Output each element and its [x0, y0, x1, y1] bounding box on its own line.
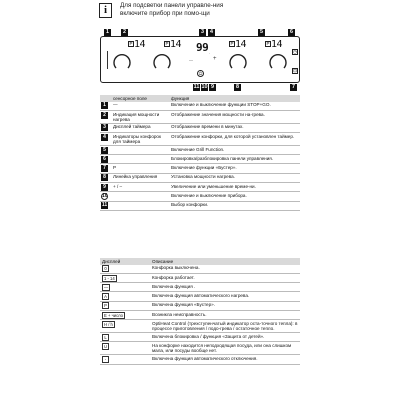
display-symbol-cell: [100, 310, 150, 319]
sensor-field-cell: Индикация мощности нагрева: [111, 110, 169, 123]
function-cell: Включение Grill Function.: [169, 145, 300, 154]
display-symbol: 0: [102, 265, 109, 272]
display-symbol-cell: [100, 333, 150, 342]
power-icon[interactable]: ⏻: [198, 71, 203, 76]
display-symbol: -: [102, 356, 109, 363]
booster-icon[interactable]: P: [266, 41, 270, 46]
number-badge: 1: [101, 102, 108, 109]
description-cell: Конфорка работает.: [150, 273, 300, 282]
display-symbol: L: [102, 334, 109, 341]
cooking-zone-slider-1[interactable]: [112, 52, 132, 72]
table-row: [100, 342, 300, 355]
display-symbol-cell: [100, 355, 150, 364]
timer-plus-button[interactable]: +: [213, 56, 217, 62]
function-cell: Включение и выключение функции STOP+GO.: [169, 102, 300, 111]
description-cell: Включена блокировка / функция «Защита от детей».: [150, 333, 300, 342]
booster-icon[interactable]: P: [129, 41, 133, 46]
number-badge: 5: [101, 147, 108, 154]
table-row: [100, 201, 300, 210]
number-badge: 2: [101, 112, 108, 119]
table-row: [100, 301, 300, 310]
table-row: [100, 192, 300, 201]
display-symbol-cell: [100, 292, 150, 301]
display-symbol-cell: [100, 273, 150, 282]
sensor-field-cell: [111, 201, 169, 210]
cooking-zone-slider-2[interactable]: [152, 52, 172, 72]
callout-3: 3: [201, 29, 204, 35]
display-symbol: 1 - 14: [104, 275, 115, 281]
number-badge: 7: [101, 165, 108, 172]
display-symbol: P: [102, 302, 109, 309]
timer-dot: .: [209, 50, 211, 55]
stop-go-field: [107, 51, 108, 69]
display-symbol-cell: [100, 283, 150, 292]
display-symbol-cell: [100, 320, 150, 333]
function-cell: Выбор конфорки.: [169, 201, 300, 210]
callout-1: 1: [106, 29, 109, 35]
row-number-cell: [100, 183, 111, 192]
right-power-display-2: 14: [271, 39, 283, 50]
table-row: [100, 183, 300, 192]
table-row: [100, 145, 300, 154]
booster-icon[interactable]: P: [230, 41, 234, 46]
number-badge: 11: [101, 202, 108, 209]
table-row: [100, 164, 300, 173]
row-number-cell: [100, 173, 111, 182]
sensor-field-cell: P: [111, 164, 169, 173]
booster-icon[interactable]: P: [165, 41, 169, 46]
row-number-cell: [100, 133, 111, 146]
sensor-field-cell: —: [111, 102, 169, 111]
row-number-cell: [100, 201, 111, 210]
description-cell: На конфорке находится неподходящая посуда, или она слишком мала, или посуды вообще нет.: [150, 342, 300, 355]
cooking-zone-slider-4[interactable]: [268, 52, 288, 72]
column-header: сенсорное поле: [111, 95, 169, 102]
table-row: [100, 320, 300, 333]
function-cell: Отображение времени в минутах.: [169, 123, 300, 132]
description-cell: Включена функция автоматического нагрева.: [150, 292, 300, 301]
table-header-row: [100, 258, 300, 265]
row-number-cell: [100, 145, 111, 154]
sensor-field-cell: Дисплей таймера: [111, 123, 169, 132]
row-number-cell: [100, 164, 111, 173]
table-row: [100, 310, 300, 319]
callout-11: 11: [193, 84, 200, 90]
sensor-field-cell: + / –: [111, 183, 169, 192]
number-badge: 3: [101, 124, 108, 131]
description-cell: Возникла неисправность.: [150, 310, 300, 319]
callout-9: 9: [211, 84, 214, 90]
right-power-display-1: 14: [235, 39, 247, 50]
callout-6: 6: [290, 29, 293, 35]
column-header: Дисплей: [100, 258, 150, 265]
number-badge: 8: [101, 174, 108, 181]
table-row: [100, 273, 300, 282]
table-row: [100, 283, 300, 292]
table-row: [100, 155, 300, 164]
table-row: [100, 173, 300, 182]
left-power-display-1: 14: [134, 39, 146, 50]
table-row: [100, 333, 300, 342]
function-cell: Отображение конфорки, для которой установлен таймер.: [169, 133, 300, 146]
timer-display: 99: [196, 41, 209, 54]
table-row: [100, 110, 300, 123]
callout-2: 2: [123, 29, 126, 35]
display-symbol: H / h: [104, 321, 113, 327]
display-symbol-cell: [100, 265, 150, 274]
function-cell: Включение функции «Бустер».: [169, 164, 300, 173]
column-header: [100, 95, 111, 102]
column-header: Описание: [150, 258, 300, 265]
number-badge: 9: [101, 184, 108, 191]
function-cell: Включение и выключение прибора.: [169, 192, 300, 201]
display-symbol-cell: [100, 301, 150, 310]
description-cell: OptiHeat Control (трехступенчатый индикатор оста-точного тепла): в процессе приготовления / подо-грева / остаточное тепло.: [150, 320, 300, 333]
sensor-field-cell: Линейка управления: [111, 173, 169, 182]
callout-10: 10: [201, 84, 208, 90]
number-badge: 10: [102, 192, 108, 199]
display-symbol: —: [104, 284, 109, 290]
number-badge: 6: [101, 156, 108, 163]
sensor-field-cell: [111, 155, 169, 164]
callout-7: 7: [292, 84, 295, 90]
sensor-field-cell: Индикаторы конфорок для таймера: [111, 133, 169, 146]
sensor-field-cell: [111, 145, 169, 154]
callout-5: 5: [260, 29, 263, 35]
row-number-cell: [100, 102, 111, 111]
number-badge: 4: [101, 134, 108, 141]
function-cell: Блокировка/разблокировка панели управления.: [169, 155, 300, 164]
table-row: [100, 292, 300, 301]
table-row: [100, 123, 300, 132]
function-cell: Установка мощности нагрева.: [169, 173, 300, 182]
display-symbol-cell: [100, 342, 150, 355]
function-cell: Увеличение или уменьшение време-ни.: [169, 183, 300, 192]
display-symbol: A: [102, 293, 109, 300]
callout-4: 4: [210, 29, 213, 35]
table-header-row: [100, 95, 300, 102]
function-cell: Отображение значения мощности на-грева.: [169, 110, 300, 123]
description-cell: Включена функция автоматического отключения.: [150, 355, 300, 364]
callout-8: 8: [236, 84, 239, 90]
sensor-field-cell: [111, 192, 169, 201]
row-number-cell: [100, 155, 111, 164]
control-panel-diagram: [100, 36, 300, 83]
controls-table: [100, 95, 300, 211]
cooking-zone-slider-3[interactable]: [228, 52, 248, 72]
row-number-cell: [100, 192, 111, 201]
displays-table: [100, 258, 300, 365]
note-text: Для подсветки панели управле-ния включите прибор при помо-щи: [120, 2, 224, 17]
column-header: функция: [169, 95, 300, 102]
timer-minus-button[interactable]: —: [189, 57, 193, 62]
display-symbol: U: [104, 344, 108, 350]
table-row: [100, 102, 300, 111]
table-row: [100, 133, 300, 146]
description-cell: Включена функция «Бустер».: [150, 301, 300, 310]
description-cell: Конфорка выключена.: [150, 265, 300, 274]
table-row: [100, 265, 300, 274]
info-icon: i: [99, 3, 112, 18]
row-number-cell: [100, 110, 111, 123]
lock-icon[interactable]: ⊡: [293, 68, 297, 73]
grill-icon[interactable]: ◷: [293, 49, 297, 54]
row-number-cell: [100, 123, 111, 132]
description-cell: Включена функция .: [150, 283, 300, 292]
display-symbol: E + число: [104, 312, 123, 318]
left-power-display-2: 14: [170, 39, 182, 50]
table-row: [100, 355, 300, 364]
